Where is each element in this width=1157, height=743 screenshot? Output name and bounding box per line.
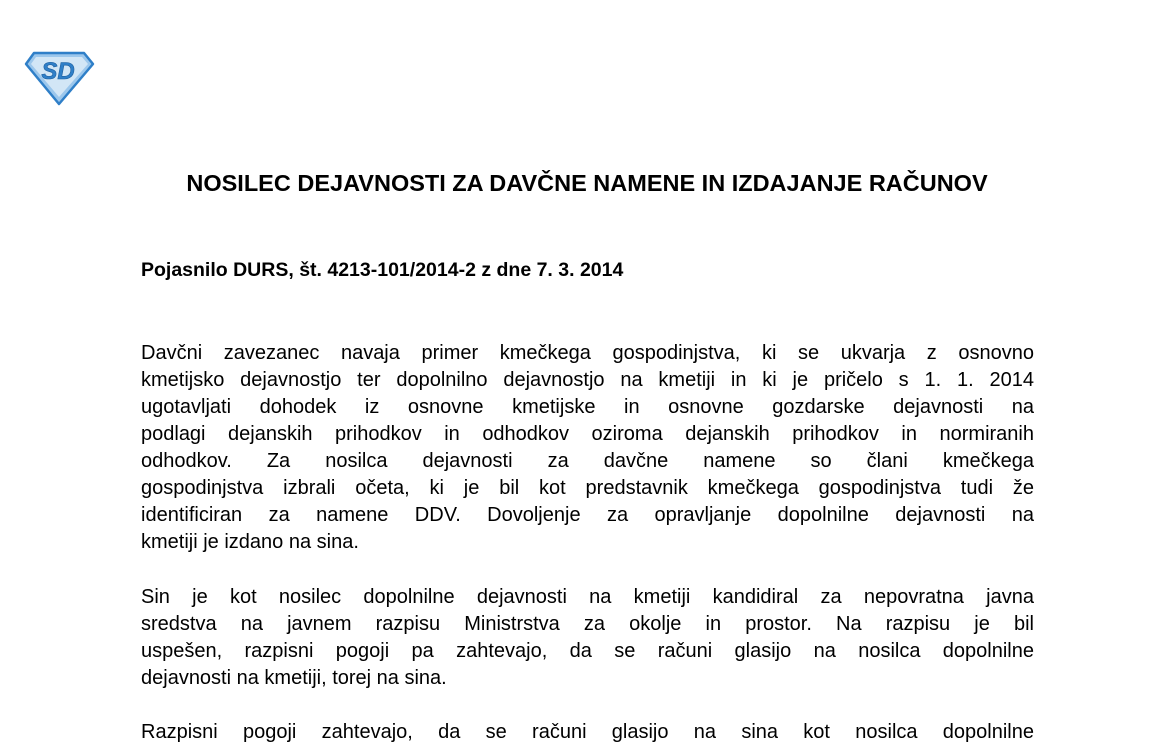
sd-shield-logo-icon	[22, 50, 96, 106]
paragraph-line: gospodinjstva izbrali očeta, ki je bil kot predstavnik kmečkega gospodinjstva tudi že	[141, 477, 1034, 499]
paragraph-line: uspešen, razpisni pogoji pa zahtevajo, da se računi glasijo na nosilca dopolnilne	[141, 640, 1034, 662]
logo-lettering: SD	[41, 58, 75, 85]
paragraph-line: dejavnosti na kmetiji, torej na sina.	[141, 667, 447, 689]
paragraph-2	[141, 584, 1034, 692]
paragraph-line: ugotavljati dohodek iz osnovne kmetijske in osnovne gozdarske dejavnosti na	[141, 396, 1034, 418]
paragraph-line: sredstva na javnem razpisu Ministrstva za okolje in prostor. Na razpisu je bil	[141, 613, 1034, 635]
paragraph-line: identificiran za namene DDV. Dovoljenje za opravljanje dopolnilne dejavnosti na	[141, 504, 1034, 526]
paragraph-line: Razpisni pogoji zahtevajo, da se računi glasijo na sina kot nosilca dopolnilne	[141, 721, 1034, 743]
paragraph-line: Davčni zavezanec navaja primer kmečkega gospodinjstva, ki se ukvarja z osnovno	[141, 342, 1034, 364]
paragraph-line: kmetiji je izdano na sina.	[141, 531, 359, 553]
paragraph-3	[141, 719, 1034, 743]
document-subtitle: Pojasnilo DURS, št. 4213-101/2014-2 z dne 7. 3. 2014	[141, 259, 624, 281]
paragraph-line: Sin je kot nosilec dopolnilne dejavnosti na kmetiji kandidiral za nepovratna javna	[141, 586, 1034, 608]
paragraph-line: odhodkov. Za nosilca dejavnosti za davčne namene so člani kmečkega	[141, 450, 1034, 472]
paragraph-line: kmetijsko dejavnostjo ter dopolnilno dejavnostjo na kmetiji in ki je pričelo s 1. 1. 2014	[141, 369, 1034, 391]
document-title: NOSILEC DEJAVNOSTI ZA DAVČNE NAMENE IN IZDAJANJE RAČUNOV	[186, 170, 988, 196]
paragraph-1	[141, 340, 1034, 556]
paragraph-line: podlagi dejanskih prihodkov in odhodkov oziroma dejanskih prihodkov in normiranih	[141, 423, 1034, 445]
